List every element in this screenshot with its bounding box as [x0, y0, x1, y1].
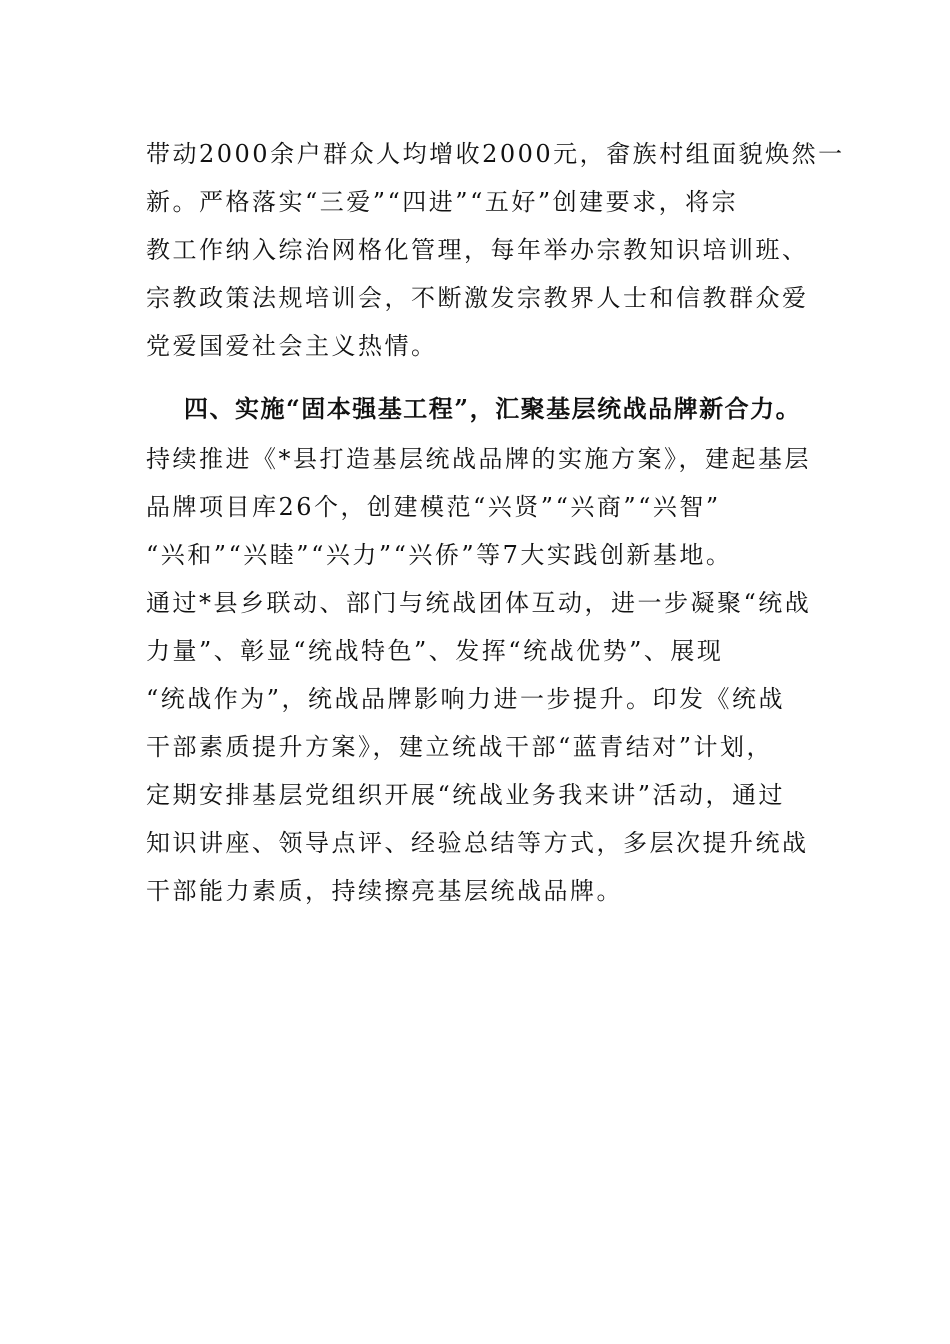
paragraph-2-line-8: 定期安排基层党组织开展“统战业务我来讲”活动，通过	[146, 781, 786, 809]
paragraph-2-line-9: 知识讲座、领导点评、经验总结等方式，多层次提升统战	[146, 829, 809, 857]
paragraph-1-line-2: 新。严格落实“三爱”“四进”“五好”创建要求，将宗	[146, 188, 739, 216]
paragraph-2-line-3: “兴和”“兴睦”“兴力”“兴侨”等7大实践创新基地。	[146, 541, 733, 569]
section-heading: 四、实施“固本强基工程”，汇聚基层统战品牌新合力。	[184, 394, 802, 423]
paragraph-2-line-4: 通过*县乡联动、部门与统战团体互动，进一步凝聚“统战	[146, 589, 812, 617]
paragraph-1-line-5: 党爱国爱社会主义热情。	[146, 332, 438, 360]
paragraph-2-line-5: 力量”、彰显“统战特色”、发挥“统战优势”、展现	[146, 637, 724, 665]
paragraph-1-line-1: 带动2000余户群众人均增收2000元，畲族村组面貌焕然一	[146, 140, 845, 168]
paragraph-2-line-10: 干部能力素质，持续擦亮基层统战品牌。	[146, 877, 623, 905]
paragraph-2-line-7: 干部素质提升方案》，建立统战干部“蓝青结对”计划，	[146, 733, 774, 761]
paragraph-2-line-6: “统战作为”，统战品牌影响力进一步提升。印发《统战	[146, 685, 786, 713]
paragraph-2-line-2: 品牌项目库26个，创建模范“兴贤”“兴商”“兴智”	[146, 493, 721, 521]
paragraph-1-line-4: 宗教政策法规培训会，不断激发宗教界人士和信教群众爱	[146, 284, 809, 312]
paragraph-2-line-1: 持续推进《*县打造基层统战品牌的实施方案》，建起基层	[146, 445, 811, 473]
paragraph-1-line-3: 教工作纳入综治网格化管理，每年举办宗教知识培训班、	[146, 236, 809, 264]
